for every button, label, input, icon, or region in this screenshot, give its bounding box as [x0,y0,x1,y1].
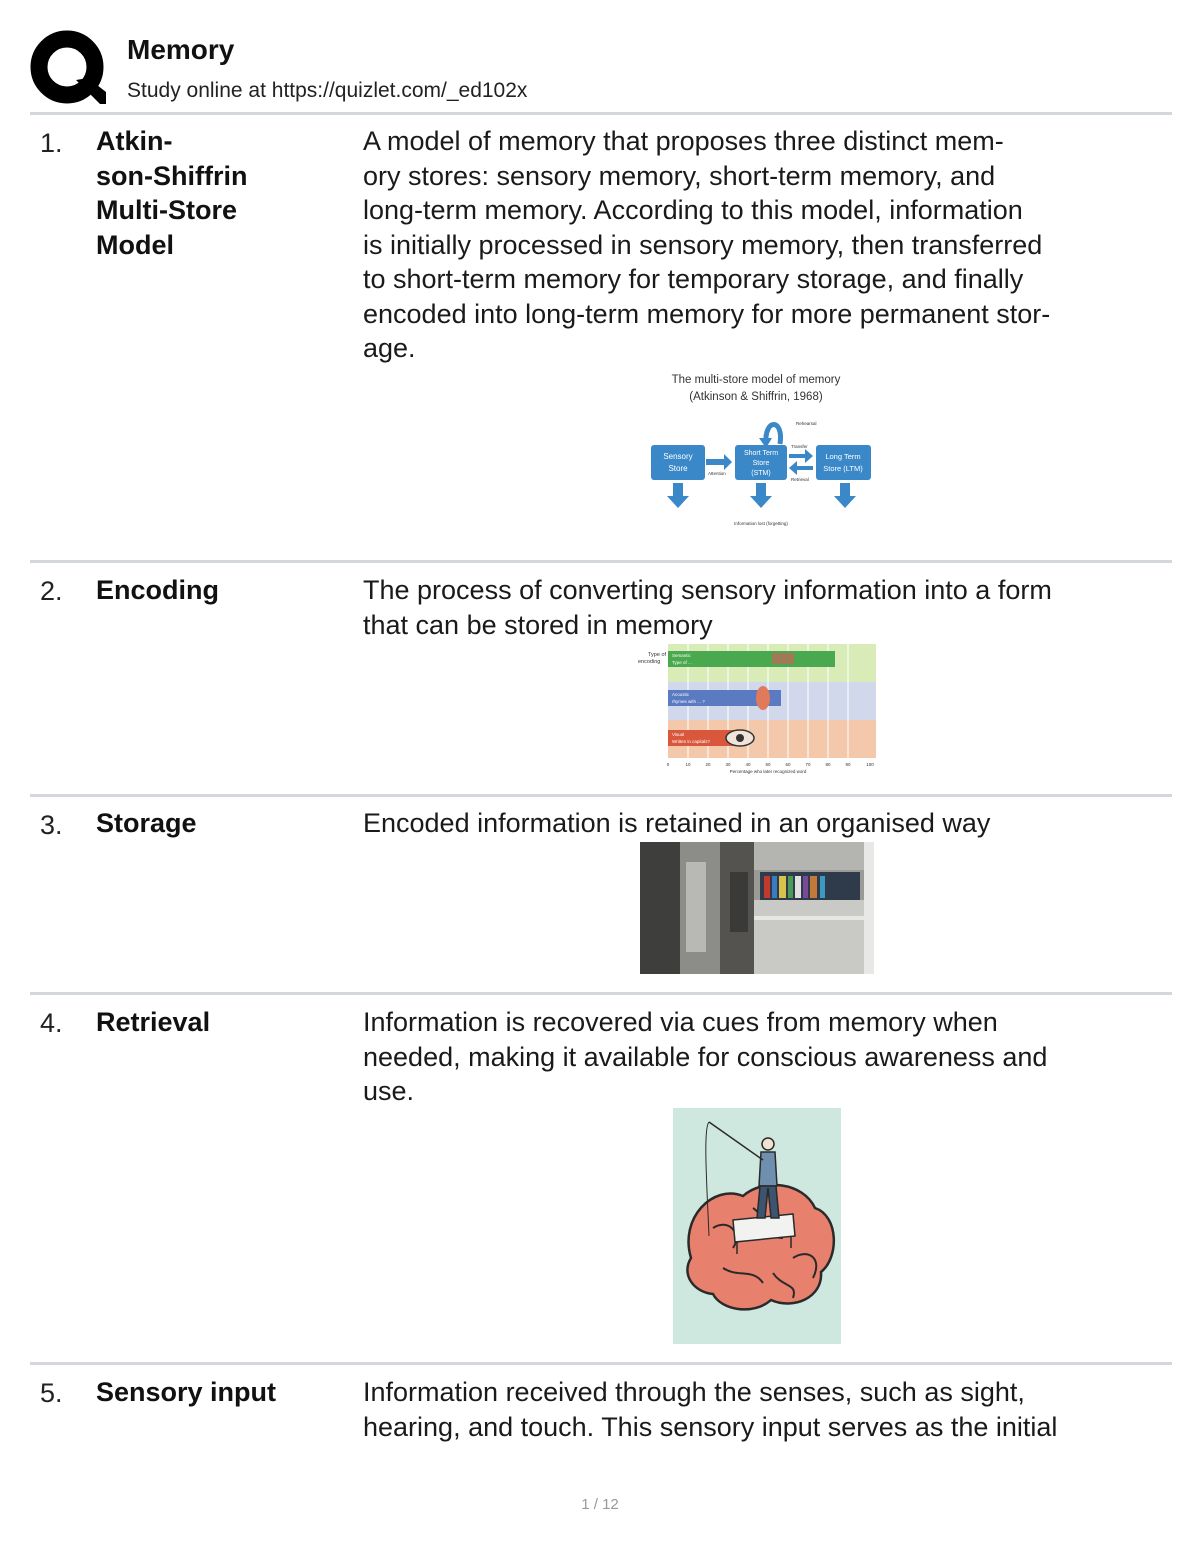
card-definition: Encoded information is retained in an organised way [363,808,991,838]
card-number: 1. [40,128,63,158]
svg-text:Visual: Visual [672,732,685,737]
forgetting-arrow [667,483,689,508]
card-definition: The process of converting sensory information into a form that can be stored in memory [363,575,1052,640]
svg-text:0: 0 [666,762,670,767]
card-term: Retrieval [96,1007,211,1037]
transfer-arrow [789,449,813,463]
svg-text:10: 10 [685,762,691,767]
page-number: 1 / 12 [581,1496,619,1513]
library-shelves-photo [640,842,874,974]
card-divider [30,992,1172,995]
svg-text:70: 70 [805,762,811,767]
svg-text:30: 30 [725,762,731,767]
svg-text:50: 50 [765,762,771,767]
card-term: Atkin- son-Shiffrin Multi-Store Model [96,126,248,260]
book-icon [772,653,794,664]
card-number: 5. [40,1378,63,1408]
diagram-title: The multi-store model of memory [671,374,841,386]
svg-text:80: 80 [825,762,831,767]
study-online-link[interactable]: Study online at https://quizlet.com/_ed102x [127,79,528,102]
card-definition: Information received through the senses, such as sight, hearing, and touch. This sensory input serves as the initial [363,1377,1058,1442]
svg-text:Store: Store [752,460,770,467]
forgetting-label: Information lost (forgetting) [734,521,788,526]
svg-text:Semantic: Semantic [672,653,691,658]
diagram-citation: (Atkinson & Shiffrin, 1968) [689,391,823,403]
svg-text:Attention: Attention [708,471,726,476]
card-number: 2. [40,576,63,606]
svg-text:Written in capitals?: Written in capitals? [672,739,710,744]
card-number: 4. [40,1008,63,1038]
encoding-types-chart [638,642,878,777]
fisherman-icon [762,1138,774,1150]
long-term-store-box [816,445,871,480]
fishing-in-brain-illustration [673,1108,841,1344]
svg-text:Type of: Type of [648,652,667,658]
svg-text:rhymes with ... ?: rhymes with ... ? [672,699,705,704]
svg-text:Sensory: Sensory [663,452,693,461]
rehearsal-label: Rehearsal [796,421,817,426]
card-divider [30,1362,1172,1365]
svg-text:Store: Store [668,464,688,473]
card-divider [30,794,1172,797]
quizlet-logo-icon [30,30,106,106]
svg-text:Store (LTM): Store (LTM) [823,464,863,473]
svg-text:(STM): (STM) [751,470,771,477]
header-divider [30,112,1172,115]
card-term: Storage [96,808,197,838]
card-definition: Information is recovered via cues from memory when needed, making it available for conscious awareness and use. [363,1007,1048,1106]
retrieval-arrow [789,461,813,475]
multi-store-model-diagram [638,368,878,533]
svg-text:100: 100 [866,762,874,767]
svg-text:Long Term: Long Term [825,452,861,461]
card-divider [30,560,1172,563]
semantic-bar [668,651,835,667]
card-term: Encoding [96,575,219,605]
x-axis-ticks [667,762,875,767]
svg-text:Acoustic: Acoustic [672,692,690,697]
card-definition: A model of memory that proposes three distinct mem- ory stores: sensory memory, short-term memory, and long-term memory. According to this model, information is initially processed in sensory memory, then transferred to short-term memory for temporary storage, and finally encoded into long-term memory for more permanent stor- age. [363,126,1051,363]
forgetting-arrow [750,483,772,508]
forgetting-arrow [834,483,856,508]
sensory-store-box [651,445,705,480]
svg-text:Short Term: Short Term [743,450,779,457]
svg-text:encoding: encoding [638,659,661,665]
svg-text:20: 20 [705,762,711,767]
card-number: 3. [40,810,63,840]
svg-text:40: 40 [745,762,751,767]
svg-text:90: 90 [845,762,851,767]
svg-text:Transfer: Transfer [791,444,808,449]
svg-text:Retrieval: Retrieval [791,477,809,482]
attention-arrow [706,454,732,470]
svg-text:60: 60 [785,762,791,767]
svg-text:Type of ...: Type of ... [672,660,692,665]
card-term: Sensory input [96,1377,277,1407]
ear-icon [756,686,770,710]
x-axis-title: Percentage who later recognized word [729,769,807,774]
document-title: Memory [127,34,235,65]
